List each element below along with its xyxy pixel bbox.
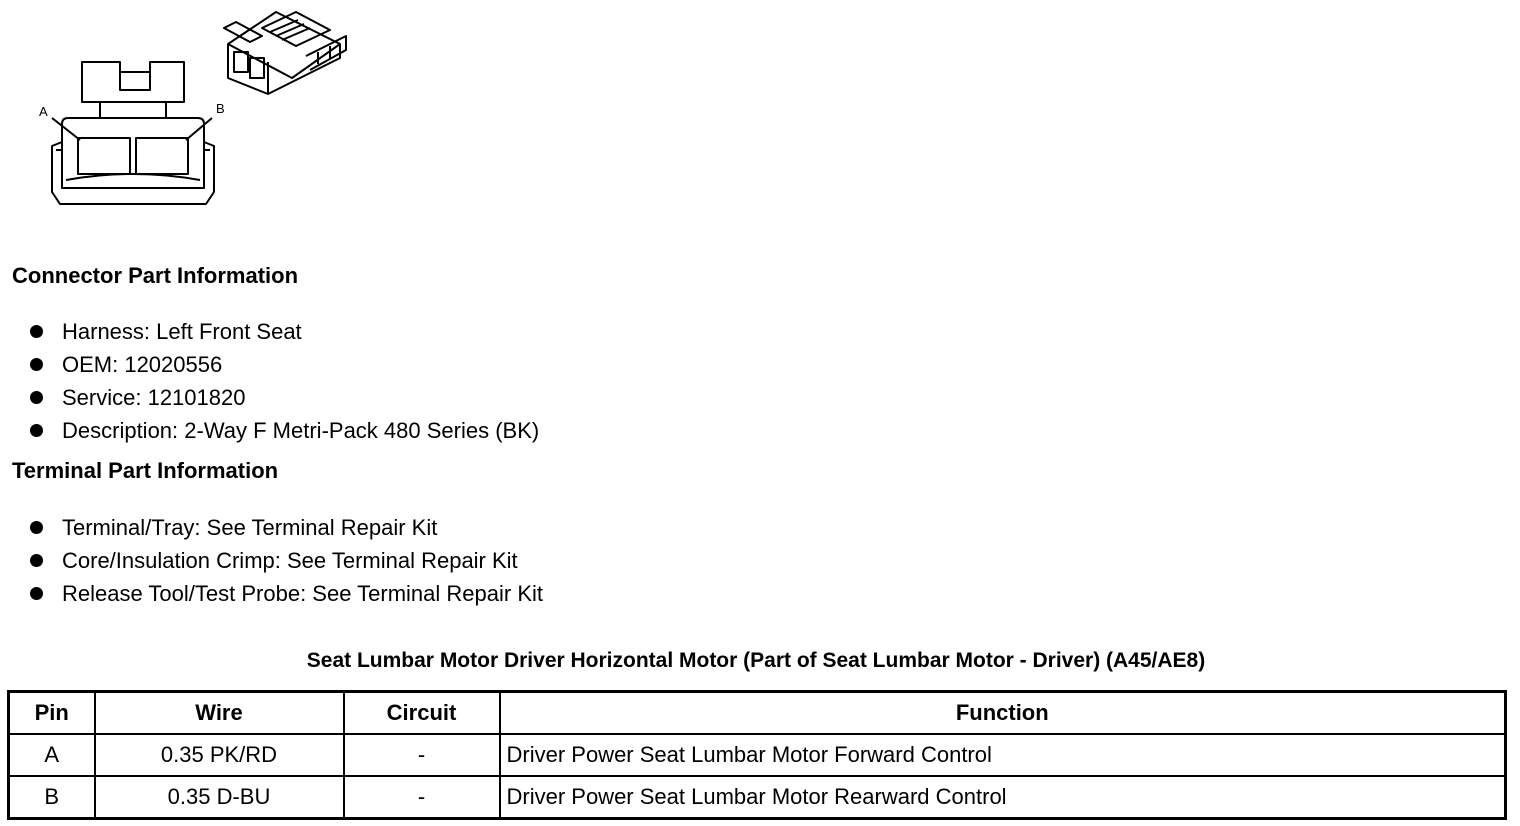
table-row (9, 776, 1506, 819)
circuit-cell: - (344, 776, 500, 819)
connector-face-drawing (52, 62, 214, 204)
function-cell: Driver Power Seat Lumbar Motor Rearward Control (500, 776, 1506, 819)
pin-b-label: B (216, 101, 225, 116)
column-header-circuit: Circuit (344, 692, 500, 735)
list-item: Description: 2-Way F Metri-Pack 480 Series (BK) (28, 417, 539, 450)
column-header-function: Function (500, 692, 1506, 735)
list-item: Service: 12101820 (28, 384, 539, 417)
table-row (9, 734, 1506, 776)
pin-a-label: A (39, 104, 48, 119)
connector-part-info-list (28, 318, 539, 450)
connector-diagram (0, 0, 380, 220)
column-header-wire: Wire (95, 692, 344, 735)
wire-cell: 0.35 PK/RD (95, 734, 344, 776)
connector-part-info-heading: Connector Part Information (12, 263, 299, 288)
list-item: Release Tool/Test Probe: See Terminal Repair Kit (28, 580, 543, 613)
list-item: Core/Insulation Crimp: See Terminal Repair Kit (28, 547, 543, 580)
table-header-row (9, 692, 1506, 735)
column-header-pin: Pin (9, 692, 95, 735)
list-item: Terminal/Tray: See Terminal Repair Kit (28, 514, 543, 547)
pin-table-title: Seat Lumbar Motor Driver Horizontal Motor (Part of Seat Lumbar Motor - Driver) (A45/AE8) (306, 649, 1206, 672)
list-item: Harness: Left Front Seat (28, 318, 539, 351)
terminal-part-info-heading: Terminal Part Information (12, 458, 279, 483)
wire-cell: 0.35 D-BU (95, 776, 344, 819)
pin-table (7, 690, 1507, 820)
pin-cell: B (9, 776, 95, 819)
function-cell: Driver Power Seat Lumbar Motor Forward Control (500, 734, 1506, 776)
circuit-cell: - (344, 734, 500, 776)
list-item: OEM: 12020556 (28, 351, 539, 384)
pin-cell: A (9, 734, 95, 776)
terminal-part-info-list (28, 514, 543, 613)
connector-isometric-drawing (224, 12, 346, 94)
